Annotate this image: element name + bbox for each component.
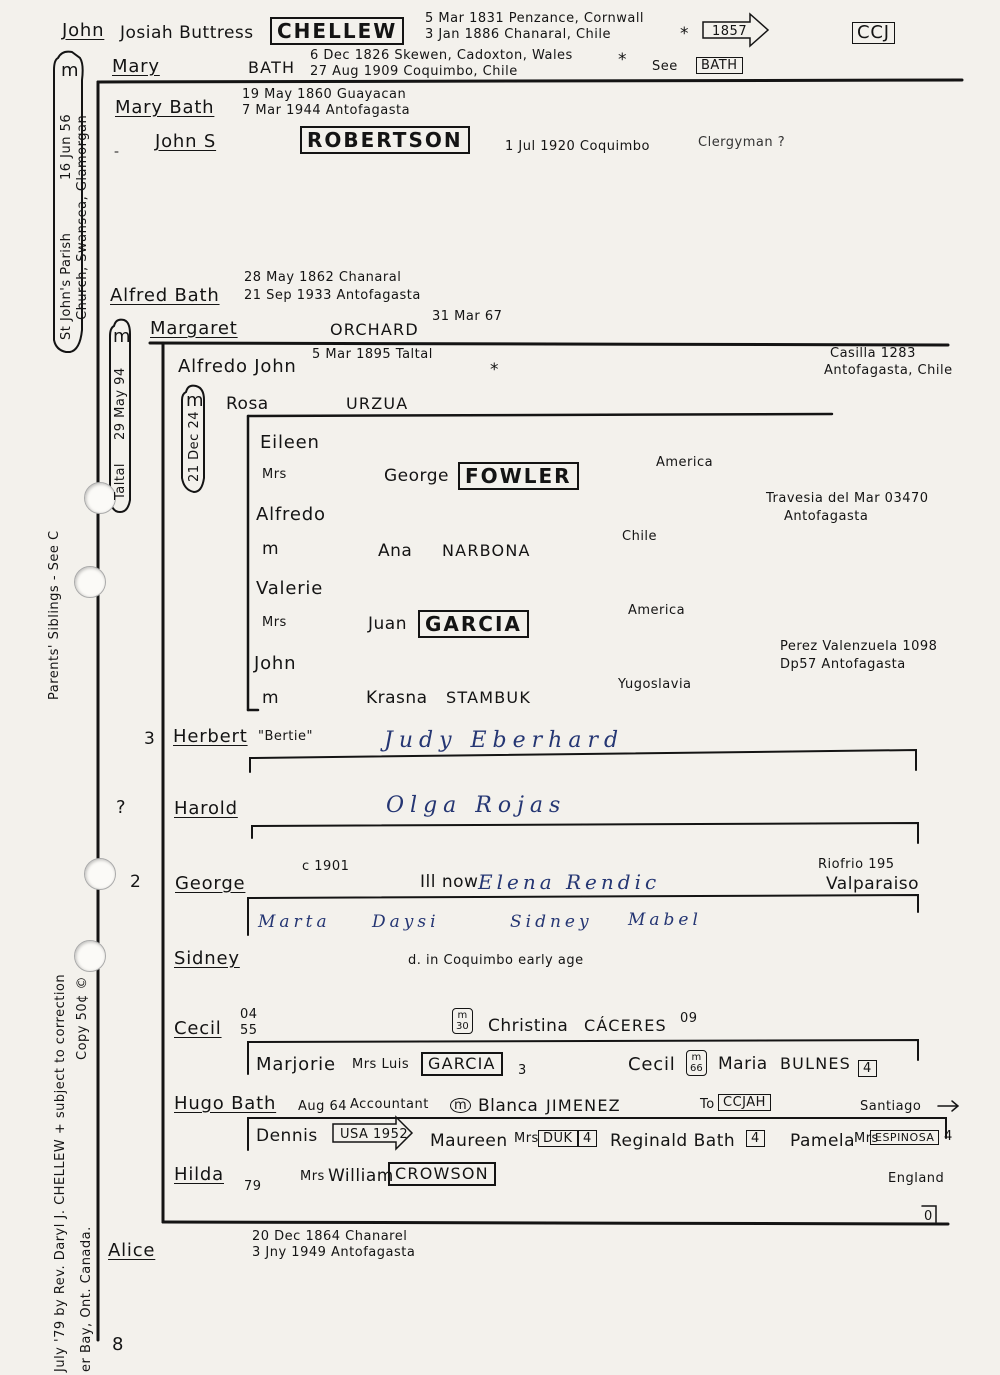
grandchild-2-name: Alfredo: [256, 504, 326, 525]
hugo-ref: CCJAH: [718, 1094, 771, 1111]
grandchild-4-address-2: Dp57 Antofagasta: [780, 657, 906, 672]
herbert-number: 3: [144, 729, 156, 749]
main-marriage-m: m: [61, 60, 80, 81]
hugo-spouse-first: Blanca: [478, 1096, 539, 1116]
alice-born: 20 Dec 1864 Chanarel: [252, 1229, 408, 1244]
herbert-name: Herbert: [173, 726, 248, 747]
hugo-child-1-badge: USA 1952: [340, 1127, 409, 1142]
cecil-child-1-surname: GARCIA: [421, 1052, 503, 1076]
alfredo-john-spouse-surname: URZUA: [346, 394, 409, 413]
grandchild-3-spouse-first: Juan: [368, 614, 407, 634]
hugo-place: Santiago: [860, 1099, 922, 1114]
harold-spouse: Olga Rojas: [386, 793, 567, 818]
patriarch-surname: CHELLEW: [270, 17, 404, 45]
cecil-child-2-spouse-surname: BULNES: [780, 1054, 852, 1073]
cecil-child-2-m-year: 66: [690, 1063, 703, 1074]
hugo-child-2: Maureen: [430, 1131, 508, 1151]
alice-name: Alice: [108, 1240, 156, 1261]
grandchild-1-spouse-first: George: [384, 466, 449, 486]
alfred-bottom-line: [163, 1222, 948, 1224]
grandchild-4-spouse-surname: STAMBUK: [446, 688, 532, 707]
hugo-arrow: [938, 1101, 958, 1111]
marriage-place-2: Church, Swansea, Glamorgan: [75, 114, 90, 320]
herbert-spouse: Judy Eberhard: [384, 728, 625, 753]
hilda-spouse-surname: CROWSON: [388, 1162, 496, 1186]
grandchild-2-address-1: Travesia del Mar 03470: [766, 491, 929, 506]
george-name: George: [175, 873, 246, 894]
grandchild-2-m: m: [262, 539, 280, 559]
punch-hole-3: [84, 858, 116, 890]
alfredo-john-star: *: [490, 360, 499, 380]
alfredo-john-address-1: Casilla 1283: [830, 346, 916, 361]
cecil-child-2-count: 4: [858, 1060, 877, 1077]
marriage-place-1: St John's Parish: [59, 232, 74, 340]
george-spouse: Elena Rendic: [478, 870, 661, 894]
cecil-born-top: 04: [240, 1007, 258, 1022]
alfredo-marriage-date: 21 Dec 24: [187, 410, 202, 482]
alfredo-marriage-line: [248, 414, 832, 416]
hugo-spouse-surname: JIMENEZ: [546, 1096, 621, 1115]
cecil-marriage-m: m: [457, 1010, 468, 1021]
patriarch-first-name: John: [62, 20, 105, 41]
hugo-marriage-m: m: [450, 1098, 471, 1113]
hilda-name: Hilda: [174, 1164, 224, 1185]
alfred-marriage-place: Taltal: [113, 462, 128, 500]
grandchild-3-country: America: [628, 603, 686, 618]
george-circa: c 1901: [302, 859, 350, 874]
hugo-child-4-surname: ESPINOSA: [870, 1130, 939, 1145]
grandchild-2-country: Chile: [622, 529, 658, 544]
hilda-year: 79: [244, 1179, 262, 1194]
mary-bath-spouse-first: John S: [155, 131, 217, 152]
cecil-child-1-mrs: Mrs Luis: [352, 1057, 410, 1072]
marriage-date: 16 Jun 56: [59, 113, 74, 180]
alfred-born: 28 May 1862 Chanaral: [244, 270, 402, 285]
grandchild-4-m: m: [262, 688, 280, 708]
punch-hole-1: [84, 482, 116, 514]
hugo-date: Aug 64: [298, 1099, 348, 1114]
hilda-spouse-first: William: [328, 1166, 394, 1186]
cecil-spouse-first: Christina: [488, 1016, 569, 1036]
grandchild-3-mrs: Mrs: [262, 615, 287, 630]
cecil-child-2-m: m: [691, 1052, 702, 1063]
patriarch-born: 5 Mar 1831 Penzance, Cornwall: [425, 11, 645, 26]
grandchild-4-country: Yugoslavia: [618, 677, 692, 692]
cecil-child-1: Marjorie: [256, 1054, 336, 1075]
alfred-spouse-first: Margaret: [150, 318, 238, 339]
grandchild-4-name: John: [254, 653, 297, 674]
alice-died: 3 Jny 1949 Antofagasta: [252, 1245, 416, 1260]
cecil-child-2: Cecil: [628, 1054, 676, 1075]
cecil-child-1-count: 3: [518, 1063, 527, 1078]
hugo-child-2-surname: DUK: [538, 1130, 578, 1147]
hugo-to: To: [700, 1097, 715, 1112]
hilda-mrs: Mrs: [300, 1169, 325, 1184]
george-child-4: Mabel: [628, 910, 702, 930]
grandchild-1-mrs: Mrs: [262, 467, 287, 482]
grandchild-2-spouse-first: Ana: [378, 541, 413, 561]
hugo-child-4-count: 4: [944, 1129, 953, 1144]
hugo-child-2-count: 4: [578, 1130, 597, 1147]
cecil-marriage-badge: [452, 1008, 473, 1034]
hugo-child-4: Pamela: [790, 1131, 856, 1151]
alfred-spouse-date: 31 Mar 67: [432, 309, 503, 324]
grandchild-1-spouse-surname: FOWLER: [458, 462, 579, 490]
patriarch-middle-names: Josiah Buttress: [120, 23, 254, 43]
hugo-occupation: Accountant: [350, 1097, 429, 1112]
herbert-nickname: "Bertie": [258, 729, 313, 744]
grandchild-4-address-1: Perez Valenzuela 1098: [780, 639, 938, 654]
alfred-marriage-m: m: [113, 326, 132, 347]
sidney-name: Sidney: [174, 948, 240, 969]
mary-bath-died: 7 Mar 1944 Antofagasta: [242, 103, 411, 118]
george-note: Ill now: [420, 872, 479, 892]
grandchild-1-name: Eileen: [260, 432, 320, 453]
patriarch-died: 3 Jan 1886 Chanaral, Chile: [425, 27, 612, 42]
hilda-count: 0: [924, 1209, 933, 1224]
spouse-star: *: [618, 50, 627, 70]
cecil-child-2-spouse-first: Maria: [718, 1054, 768, 1074]
spouse-born: 6 Dec 1826 Skewen, Cadoxton, Wales: [310, 48, 573, 63]
mary-bath-spouse-death: 1 Jul 1920 Coquimbo: [505, 139, 650, 154]
punch-hole-2: [74, 566, 106, 598]
alfredo-john-spouse-first: Rosa: [226, 394, 269, 414]
hugo-child-3-count: 4: [746, 1130, 765, 1147]
cecil-marriage-year: 30: [456, 1021, 469, 1032]
hugo-child-3: Reginald Bath: [610, 1131, 736, 1151]
alfredo-john-name: Alfredo John: [178, 356, 297, 377]
george-child-3: Sidney: [510, 912, 593, 932]
alfredo-marriage-m: m: [186, 390, 205, 411]
alfredo-john-born: 5 Mar 1895 Taltal: [312, 347, 433, 362]
george-address-1: Riofrio 195: [818, 857, 895, 872]
mary-bath-name: Mary Bath: [115, 97, 215, 118]
hugo-child-1: Dennis: [256, 1126, 318, 1146]
grandchild-3-name: Valerie: [256, 578, 324, 599]
alfredo-john-address-2: Antofagasta, Chile: [824, 363, 953, 378]
george-address-2: Valparaiso: [826, 874, 920, 894]
page-number: 8: [112, 1334, 125, 1355]
mary-bath-note: Clergyman ?: [698, 135, 786, 150]
spouse-name: Mary: [112, 56, 160, 77]
mary-bath-spouse-surname: ROBERTSON: [300, 126, 470, 154]
harold-number: ?: [116, 797, 127, 818]
hugo-child-2-mrs: Mrs: [514, 1131, 539, 1146]
hugo-child-4-mrs: Mrs: [854, 1131, 879, 1146]
cecil-child-2-marriage-badge: [686, 1050, 707, 1076]
george-child-2: Daysi: [372, 912, 440, 932]
punch-hole-4: [74, 940, 106, 972]
grandchild-1-country: America: [656, 455, 714, 470]
spouse-see-ref: BATH: [696, 57, 743, 74]
spouse-see-label: See: [652, 59, 678, 74]
patriarch-arrow-label: 1857: [712, 24, 748, 39]
cecil-name: Cecil: [174, 1018, 222, 1039]
harold-name: Harold: [174, 798, 238, 819]
mary-bath-born: 19 May 1860 Guayacan: [242, 87, 407, 102]
spouse-died: 27 Aug 1909 Coquimbo, Chile: [310, 64, 518, 79]
alfred-marriage-date: 29 May 94: [113, 367, 128, 440]
grandchild-2-address-2: Antofagasta: [784, 509, 869, 524]
george-number: 2: [130, 872, 142, 892]
george-child-1: Marta: [258, 912, 331, 932]
cecil-spouse-year: 09: [680, 1011, 698, 1026]
hilda-country: England: [888, 1171, 945, 1186]
sidney-note: d. in Coquimbo early age: [408, 953, 584, 968]
alfred-marriage-line: [150, 343, 948, 345]
grandchild-4-spouse-first: Krasna: [366, 688, 428, 708]
cecil-born-bottom: 55: [240, 1023, 258, 1038]
grandchild-3-spouse-surname: GARCIA: [418, 610, 529, 638]
ref-code-box: CCJ: [852, 22, 895, 44]
alfred-name: Alfred Bath: [110, 285, 220, 306]
main-marriage-line: [98, 80, 962, 82]
hugo-name: Hugo Bath: [174, 1093, 277, 1114]
cecil-spouse-surname: CÁCERES: [584, 1016, 667, 1035]
herbert-bracket: [250, 750, 916, 772]
copyright-note: Copy 50¢ ©: [75, 975, 90, 1060]
spouse-surname: BATH: [248, 58, 296, 77]
alfred-spouse-surname: ORCHARD: [330, 320, 419, 339]
grandchild-2-spouse-surname: NARBONA: [442, 541, 531, 560]
patriarch-star: *: [680, 24, 689, 44]
alfred-died: 21 Sep 1933 Antofagasta: [244, 288, 421, 303]
credit-line-2: er Bay, Ont. Canada.: [79, 1226, 94, 1372]
parents-siblings-note: Parents' Siblings - See C: [47, 530, 62, 700]
credit-line-1: July '79 by Rev. Daryl J. CHELLEW + subject to correction: [53, 973, 68, 1372]
harold-bracket: [252, 823, 918, 843]
